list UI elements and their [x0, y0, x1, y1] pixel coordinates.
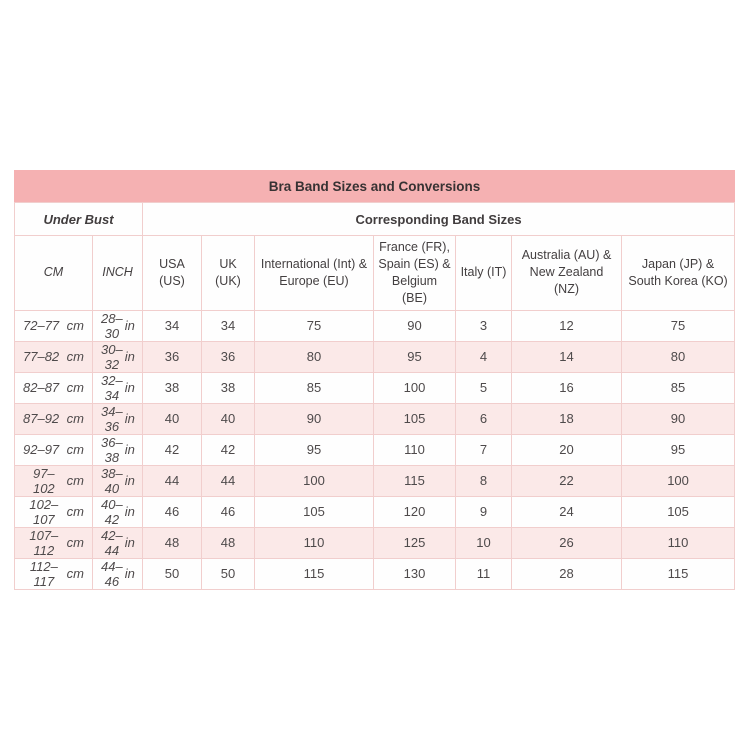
cell-fr: 105 — [374, 403, 456, 434]
cell-cm — [15, 372, 93, 403]
unit-label: cm — [66, 318, 84, 333]
cell-cm — [15, 527, 93, 558]
cell-us: 34 — [143, 310, 202, 341]
cm-range: 112–117 — [29, 558, 58, 589]
cell-uk: 36 — [202, 341, 255, 372]
cell-eu: 85 — [255, 372, 374, 403]
cell-fr: 110 — [374, 434, 456, 465]
inch-range: 44–46 — [101, 558, 123, 589]
cell-uk: 40 — [202, 403, 255, 434]
cell-uk: 44 — [202, 465, 255, 496]
cell-jp: 110 — [622, 527, 735, 558]
cell-inch — [93, 558, 143, 589]
cm-range: 107–112 — [29, 527, 59, 558]
column-header-japan-south-korea: Japan (JP) & South Korea (KO) — [622, 236, 735, 311]
cell-eu: 80 — [255, 341, 374, 372]
cell-inch — [93, 434, 143, 465]
unit-label: in — [124, 380, 135, 395]
table-row — [15, 310, 735, 341]
inch-range: 42–44 — [101, 527, 123, 558]
unit-label: cm — [66, 349, 84, 364]
cell-us: 38 — [143, 372, 202, 403]
inch-range: 40–42 — [101, 496, 123, 527]
unit-label: in — [124, 442, 135, 457]
unit-label: in — [124, 504, 135, 519]
column-header-france-spain-belgium: France (FR), Spain (ES) & Belgium (BE) — [374, 236, 456, 311]
cell-cm — [15, 465, 93, 496]
cell-uk: 38 — [202, 372, 255, 403]
cm-range: 87–92 — [23, 411, 60, 426]
cell-cm — [15, 496, 93, 527]
title-row — [15, 171, 735, 203]
cell-uk: 48 — [202, 527, 255, 558]
cell-eu: 100 — [255, 465, 374, 496]
cm-range: 72–77 — [23, 318, 60, 333]
cm-range: 82–87 — [23, 380, 60, 395]
cell-jp: 80 — [622, 341, 735, 372]
inch-range: 30–32 — [101, 341, 123, 372]
cell-it: 11 — [456, 558, 512, 589]
cell-it: 3 — [456, 310, 512, 341]
cell-au: 28 — [512, 558, 622, 589]
cell-jp: 100 — [622, 465, 735, 496]
cell-fr: 100 — [374, 372, 456, 403]
column-header-uk: UK (UK) — [202, 236, 255, 311]
group-header-row — [15, 203, 735, 236]
table-row — [15, 403, 735, 434]
unit-label: cm — [66, 380, 84, 395]
cell-it: 9 — [456, 496, 512, 527]
cell-it: 10 — [456, 527, 512, 558]
inch-range: 34–36 — [101, 403, 123, 434]
cell-inch — [93, 310, 143, 341]
cell-fr: 115 — [374, 465, 456, 496]
cell-fr: 125 — [374, 527, 456, 558]
cell-fr: 130 — [374, 558, 456, 589]
unit-label: in — [124, 566, 135, 581]
cell-jp: 90 — [622, 403, 735, 434]
cell-inch — [93, 372, 143, 403]
inch-range: 38–40 — [101, 465, 123, 496]
unit-label: cm — [66, 535, 84, 550]
unit-label: cm — [66, 504, 84, 519]
cell-fr: 95 — [374, 341, 456, 372]
cell-cm — [15, 341, 93, 372]
cell-uk: 42 — [202, 434, 255, 465]
cell-inch — [93, 341, 143, 372]
table-header — [15, 171, 735, 311]
cell-au: 26 — [512, 527, 622, 558]
table-title: Bra Band Sizes and Conversions — [15, 171, 735, 203]
table-row — [15, 372, 735, 403]
cell-us: 48 — [143, 527, 202, 558]
size-conversion-table-container — [14, 170, 735, 590]
inch-range: 36–38 — [101, 434, 123, 465]
unit-label: in — [124, 318, 135, 333]
cell-it: 6 — [456, 403, 512, 434]
cell-au: 24 — [512, 496, 622, 527]
cell-cm — [15, 403, 93, 434]
cell-au: 18 — [512, 403, 622, 434]
column-header-row — [15, 236, 735, 311]
cell-it: 5 — [456, 372, 512, 403]
cell-au: 12 — [512, 310, 622, 341]
cell-inch — [93, 496, 143, 527]
unit-label: in — [124, 349, 135, 364]
cell-uk: 50 — [202, 558, 255, 589]
cell-inch — [93, 527, 143, 558]
bra-band-size-table — [14, 170, 735, 590]
column-header-inch: INCH — [93, 236, 143, 311]
cell-au: 22 — [512, 465, 622, 496]
unit-label: cm — [66, 411, 84, 426]
table-body — [15, 310, 735, 589]
cell-us: 42 — [143, 434, 202, 465]
cell-eu: 115 — [255, 558, 374, 589]
cell-cm — [15, 558, 93, 589]
unit-label: cm — [66, 442, 84, 457]
cell-jp: 115 — [622, 558, 735, 589]
cell-jp: 75 — [622, 310, 735, 341]
table-row — [15, 496, 735, 527]
cell-inch — [93, 403, 143, 434]
cell-inch — [93, 465, 143, 496]
group-header-under-bust: Under Bust — [15, 203, 143, 236]
cell-fr: 90 — [374, 310, 456, 341]
cm-range: 77–82 — [23, 349, 60, 364]
cell-eu: 105 — [255, 496, 374, 527]
cell-us: 36 — [143, 341, 202, 372]
cell-cm — [15, 310, 93, 341]
column-header-cm: CM — [15, 236, 93, 311]
cell-fr: 120 — [374, 496, 456, 527]
cm-range: 92–97 — [23, 442, 60, 457]
cell-eu: 110 — [255, 527, 374, 558]
cell-us: 46 — [143, 496, 202, 527]
cell-us: 50 — [143, 558, 202, 589]
cell-it: 7 — [456, 434, 512, 465]
column-header-australia-new-zealand: Australia (AU) & New Zealand (NZ) — [512, 236, 622, 311]
cell-eu: 95 — [255, 434, 374, 465]
cell-it: 4 — [456, 341, 512, 372]
cell-au: 14 — [512, 341, 622, 372]
group-header-corresponding-band-sizes: Corresponding Band Sizes — [143, 203, 735, 236]
cell-us: 40 — [143, 403, 202, 434]
table-row — [15, 527, 735, 558]
cell-uk: 34 — [202, 310, 255, 341]
unit-label: in — [124, 535, 135, 550]
cell-cm — [15, 434, 93, 465]
cell-it: 8 — [456, 465, 512, 496]
inch-range: 28–30 — [101, 310, 123, 341]
column-header-italy: Italy (IT) — [456, 236, 512, 311]
unit-label: cm — [66, 566, 84, 581]
cell-eu: 90 — [255, 403, 374, 434]
unit-label: in — [124, 473, 135, 488]
cell-us: 44 — [143, 465, 202, 496]
cell-jp: 95 — [622, 434, 735, 465]
table-row — [15, 558, 735, 589]
cell-au: 20 — [512, 434, 622, 465]
cell-jp: 105 — [622, 496, 735, 527]
cm-range: 97–102 — [32, 465, 55, 496]
inch-range: 32–34 — [101, 372, 123, 403]
cell-uk: 46 — [202, 496, 255, 527]
cm-range: 102–107 — [29, 496, 59, 527]
column-header-usa: USA (US) — [143, 236, 202, 311]
cell-au: 16 — [512, 372, 622, 403]
cell-eu: 75 — [255, 310, 374, 341]
column-header-international-europe: International (Int) & Europe (EU) — [255, 236, 374, 311]
table-row — [15, 465, 735, 496]
unit-label: in — [124, 411, 135, 426]
cell-jp: 85 — [622, 372, 735, 403]
unit-label: cm — [66, 473, 84, 488]
table-row — [15, 434, 735, 465]
table-row — [15, 341, 735, 372]
